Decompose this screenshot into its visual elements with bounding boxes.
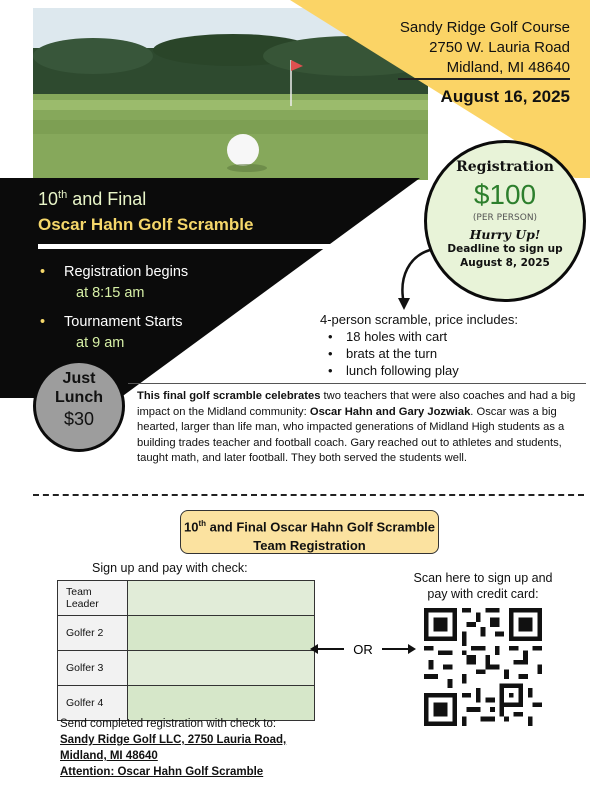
story-part2: . Oscar was a big hearted, larger than life man, who impacted generations of Midland High students as a building trades teacher and football coach. Gary reached out to athletes and students, taught math, and later football. They both served the students well. <box>137 405 565 465</box>
table-row <box>58 581 315 616</box>
course-address-line2: Midland, MI 48640 <box>446 59 570 76</box>
table-row <box>58 616 315 651</box>
golfer-2-field[interactable] <box>128 616 315 651</box>
curved-arrow-icon <box>390 246 450 316</box>
team-header-line2: Team Registration <box>253 538 366 554</box>
qr-code[interactable] <box>424 608 542 726</box>
event-title-line1 <box>38 189 146 210</box>
story-part1: two teachers that were also coaches and had a big impact on the Midland community: <box>137 390 576 418</box>
team-registration-form <box>57 580 315 721</box>
course-address-line1: 2750 W. Lauria Road <box>429 39 570 56</box>
arrow-right-icon <box>408 644 416 654</box>
includes-list <box>320 311 518 379</box>
story-paragraph <box>137 389 587 467</box>
arrow-left-icon <box>310 644 318 654</box>
schedule-time: at 8:15 am <box>76 285 145 301</box>
mailing-address-line1: Sandy Ridge Golf LLC, 2750 Lauria Road, <box>60 734 287 746</box>
golfer-3-field[interactable] <box>128 651 315 686</box>
title-ordinal: th <box>58 189 68 201</box>
lunch-price: $30 <box>63 409 95 429</box>
hurry-text: Hurry Up! <box>469 227 541 242</box>
include-item: • 18 holes with cart <box>346 328 518 345</box>
team-registration-header <box>180 510 439 554</box>
or-arrows <box>308 637 418 661</box>
schedule-list <box>40 262 188 354</box>
team-header-line1 <box>181 514 438 536</box>
team-leader-field[interactable] <box>128 581 315 616</box>
bullet-icon: • <box>40 314 46 330</box>
story-intro: This final golf scramble celebrates <box>137 390 321 402</box>
include-item: • lunch following play <box>346 362 518 379</box>
team-header-ordinal: th <box>198 519 206 528</box>
team-header-suffix: and Final Oscar Hahn Golf Scramble <box>206 519 436 535</box>
table-row <box>58 651 315 686</box>
deadline-line2: August 8, 2025 <box>460 257 550 269</box>
check-signup-label: Sign up and pay with check: <box>92 561 248 575</box>
lunch-badge <box>33 360 125 452</box>
row-label: Golfer 3 <box>58 651 128 686</box>
story-names: Oscar Hahn and Gary Jozwiak <box>309 405 471 418</box>
bullet-icon: • <box>40 264 46 280</box>
schedule-time: at 9 am <box>76 335 125 351</box>
cut-line <box>33 494 584 496</box>
mailing-instructions <box>60 716 286 780</box>
registration-per: (PER PERSON) <box>472 213 538 223</box>
title-underline <box>38 244 331 249</box>
course-info <box>400 18 570 78</box>
story-divider <box>128 383 586 384</box>
divider <box>398 78 570 80</box>
scan-label: Scan here to sign up and pay with credit card: <box>413 571 553 601</box>
lunch-line1: Just <box>62 370 96 387</box>
includes-intro: 4-person scramble, price includes: <box>320 312 518 327</box>
row-label: Team Leader <box>58 581 128 616</box>
schedule-item <box>40 262 188 283</box>
title-suffix: and Final <box>67 189 147 209</box>
event-date: August 16, 2025 <box>440 87 570 106</box>
row-label: Golfer 2 <box>58 616 128 651</box>
title-number: 10 <box>38 189 59 209</box>
mailing-attention: Attention: Oscar Hahn Golf Scramble <box>60 766 264 778</box>
include-item: • brats at the turn <box>346 345 518 362</box>
lunch-line2: Lunch <box>55 389 103 406</box>
schedule-item <box>40 312 188 333</box>
row-label: Golfer 4 <box>58 686 128 721</box>
schedule-label: Tournament Starts <box>64 314 183 330</box>
course-name: Sandy Ridge Golf Course <box>399 19 570 36</box>
deadline-line1: Deadline to sign up <box>447 243 563 255</box>
schedule-label: Registration begins <box>64 264 189 280</box>
registration-title: Registration <box>456 159 554 175</box>
or-label: OR <box>353 642 373 657</box>
event-title-line2: Oscar Hahn Golf Scramble <box>38 215 254 234</box>
mailing-address-line2: Midland, MI 48640 <box>60 750 158 762</box>
registration-price: $100 <box>473 179 537 210</box>
team-header-number: 10 <box>183 519 199 535</box>
mailing-intro: Send completed registration with check to: <box>60 718 277 730</box>
